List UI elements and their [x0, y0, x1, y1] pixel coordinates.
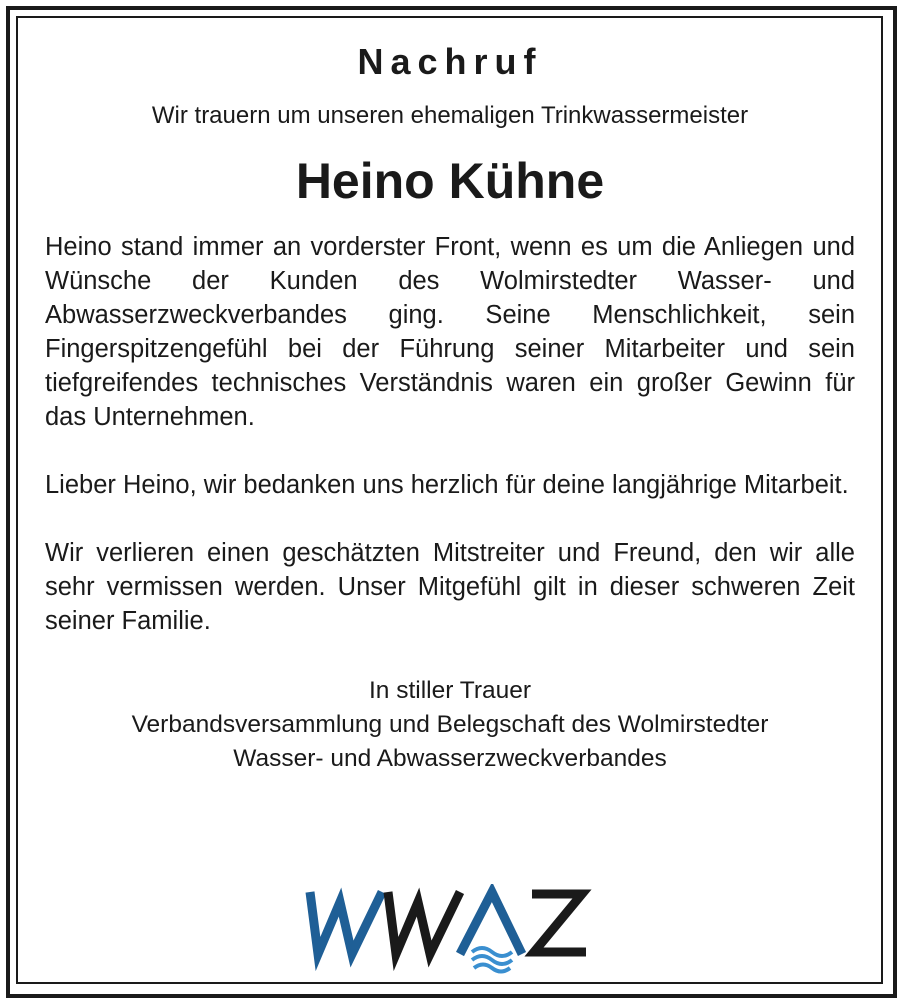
closing-signature — [45, 674, 855, 776]
closing-line-1: In stiller Trauer — [368, 677, 532, 704]
notice-heading: Nachruf — [357, 41, 543, 82]
wwaz-logo — [300, 884, 600, 979]
paragraph-thanks: Lieber Heino, wir bedanken uns herzlich für deine langjährige Mitarbeit. — [45, 471, 849, 499]
deceased-name: Heino Kühne — [295, 153, 605, 209]
wwaz-logo-graphic — [300, 884, 600, 979]
paragraph-condolence: Wir verlieren einen geschätzten Mitstreiter und Freund, den wir alle sehr vermissen werden. Unser Mitgefühl gilt in dieser schweren Zeit seiner Familie. — [45, 539, 855, 635]
closing-line-3: Wasser- und Abwasserzweckverbandes — [233, 745, 667, 772]
obituary-notice — [45, 38, 855, 776]
paragraph-tribute: Heino stand immer an vorderster Front, wenn es um die Anliegen und Wünsche der Kunden des Wolmirstedter Wasser- und Abwasserzweckverbandes ging. Seine Menschlichkeit, sein Fingerspitzengefühl bei der Führung seiner Mitarbeiter und sein tiefgreifendes technisches Verständnis waren ein großer Gewinn für das Unternehmen. — [45, 233, 855, 431]
closing-line-2: Verbandsversammlung und Belegschaft des Wolmirstedter — [131, 711, 769, 738]
intro-line: Wir trauern um unseren ehemaligen Trinkwassermeister — [151, 102, 749, 129]
